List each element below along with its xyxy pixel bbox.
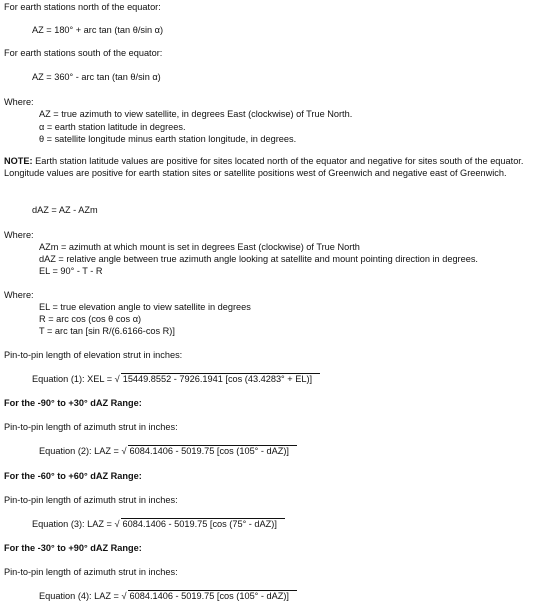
south-heading: For earth stations south of the equator: <box>4 48 163 58</box>
sqrt-icon: √ <box>114 519 120 529</box>
definition-r: R = arc cos (cos θ cos α) <box>39 314 142 324</box>
equation-3 <box>32 518 285 530</box>
definition-theta: θ = satellite longitude minus earth station longitude, in degrees. <box>39 134 297 144</box>
note-text: Earth station latitude values are positive for sites located north of the equator and negative for sites south of the equator. Longitude values are positive for earth station sites or satellite positions west of Greenwich and negative east of Greenwich. <box>4 156 524 178</box>
where-label-1: Where: <box>4 97 34 107</box>
note-paragraph <box>4 155 538 179</box>
range-2-heading: For the -60° to +60° dAZ Range: <box>4 471 142 481</box>
where-label-3: Where: <box>4 290 34 300</box>
elevation-formula: EL = 90° - T - R <box>39 266 103 276</box>
definition-t: T = arc tan [sin R/(6.6166-cos R)] <box>39 326 175 336</box>
equation-2 <box>39 445 297 457</box>
definition-az: AZ = true azimuth to view satellite, in degrees East (clockwise) of True North. <box>39 109 353 119</box>
range-2-subheading: Pin-to-pin length of azimuth strut in inches: <box>4 495 178 505</box>
south-azimuth-formula: AZ = 360° - arc tan (tan θ/sin α) <box>32 72 161 82</box>
north-heading: For earth stations north of the equator: <box>4 2 161 12</box>
equation-3-radicand: 6084.1406 - 5019.75 [cos (75° - dAZ)] <box>121 518 285 530</box>
equation-2-prefix: Equation (2): LAZ = <box>39 446 122 456</box>
range-3-subheading: Pin-to-pin length of azimuth strut in inches: <box>4 567 178 577</box>
elevation-strut-heading: Pin-to-pin length of elevation strut in inches: <box>4 350 183 360</box>
equation-1-radicand: 15449.8552 - 7926.1941 [cos (43.4283° + EL)] <box>121 373 320 385</box>
equation-1 <box>32 373 320 385</box>
equation-4-radicand: 6084.1406 - 5019.75 [cos (105° - dAZ)] <box>128 590 297 602</box>
where-label-2: Where: <box>4 230 34 240</box>
definition-daz: dAZ = relative angle between true azimuth angle looking at satellite and mount pointing direction in degrees. <box>39 254 478 264</box>
range-1-heading: For the -90° to +30° dAZ Range: <box>4 398 142 408</box>
equation-1-prefix: Equation (1): XEL = <box>32 374 115 384</box>
equation-4-prefix: Equation (4): LAZ = <box>39 591 122 601</box>
range-1-subheading: Pin-to-pin length of azimuth strut in inches: <box>4 422 178 432</box>
sqrt-icon: √ <box>121 446 127 456</box>
north-azimuth-formula: AZ = 180° + arc tan (tan θ/sin α) <box>32 25 164 35</box>
definition-alpha: α = earth station latitude in degrees. <box>39 122 186 132</box>
sqrt-icon: √ <box>114 374 120 384</box>
equation-4 <box>39 590 297 602</box>
range-3-heading: For the -30° to +90° dAZ Range: <box>4 543 142 553</box>
daz-formula: dAZ = AZ - AZm <box>32 205 98 215</box>
note-label: NOTE: <box>4 156 33 166</box>
equation-3-prefix: Equation (3): LAZ = <box>32 519 115 529</box>
sqrt-icon: √ <box>121 591 127 601</box>
definition-azm: AZm = azimuth at which mount is set in degrees East (clockwise) of True North <box>39 242 360 252</box>
equation-2-radicand: 6084.1406 - 5019.75 [cos (105° - dAZ)] <box>128 445 297 457</box>
definition-el: EL = true elevation angle to view satellite in degrees <box>39 302 251 312</box>
